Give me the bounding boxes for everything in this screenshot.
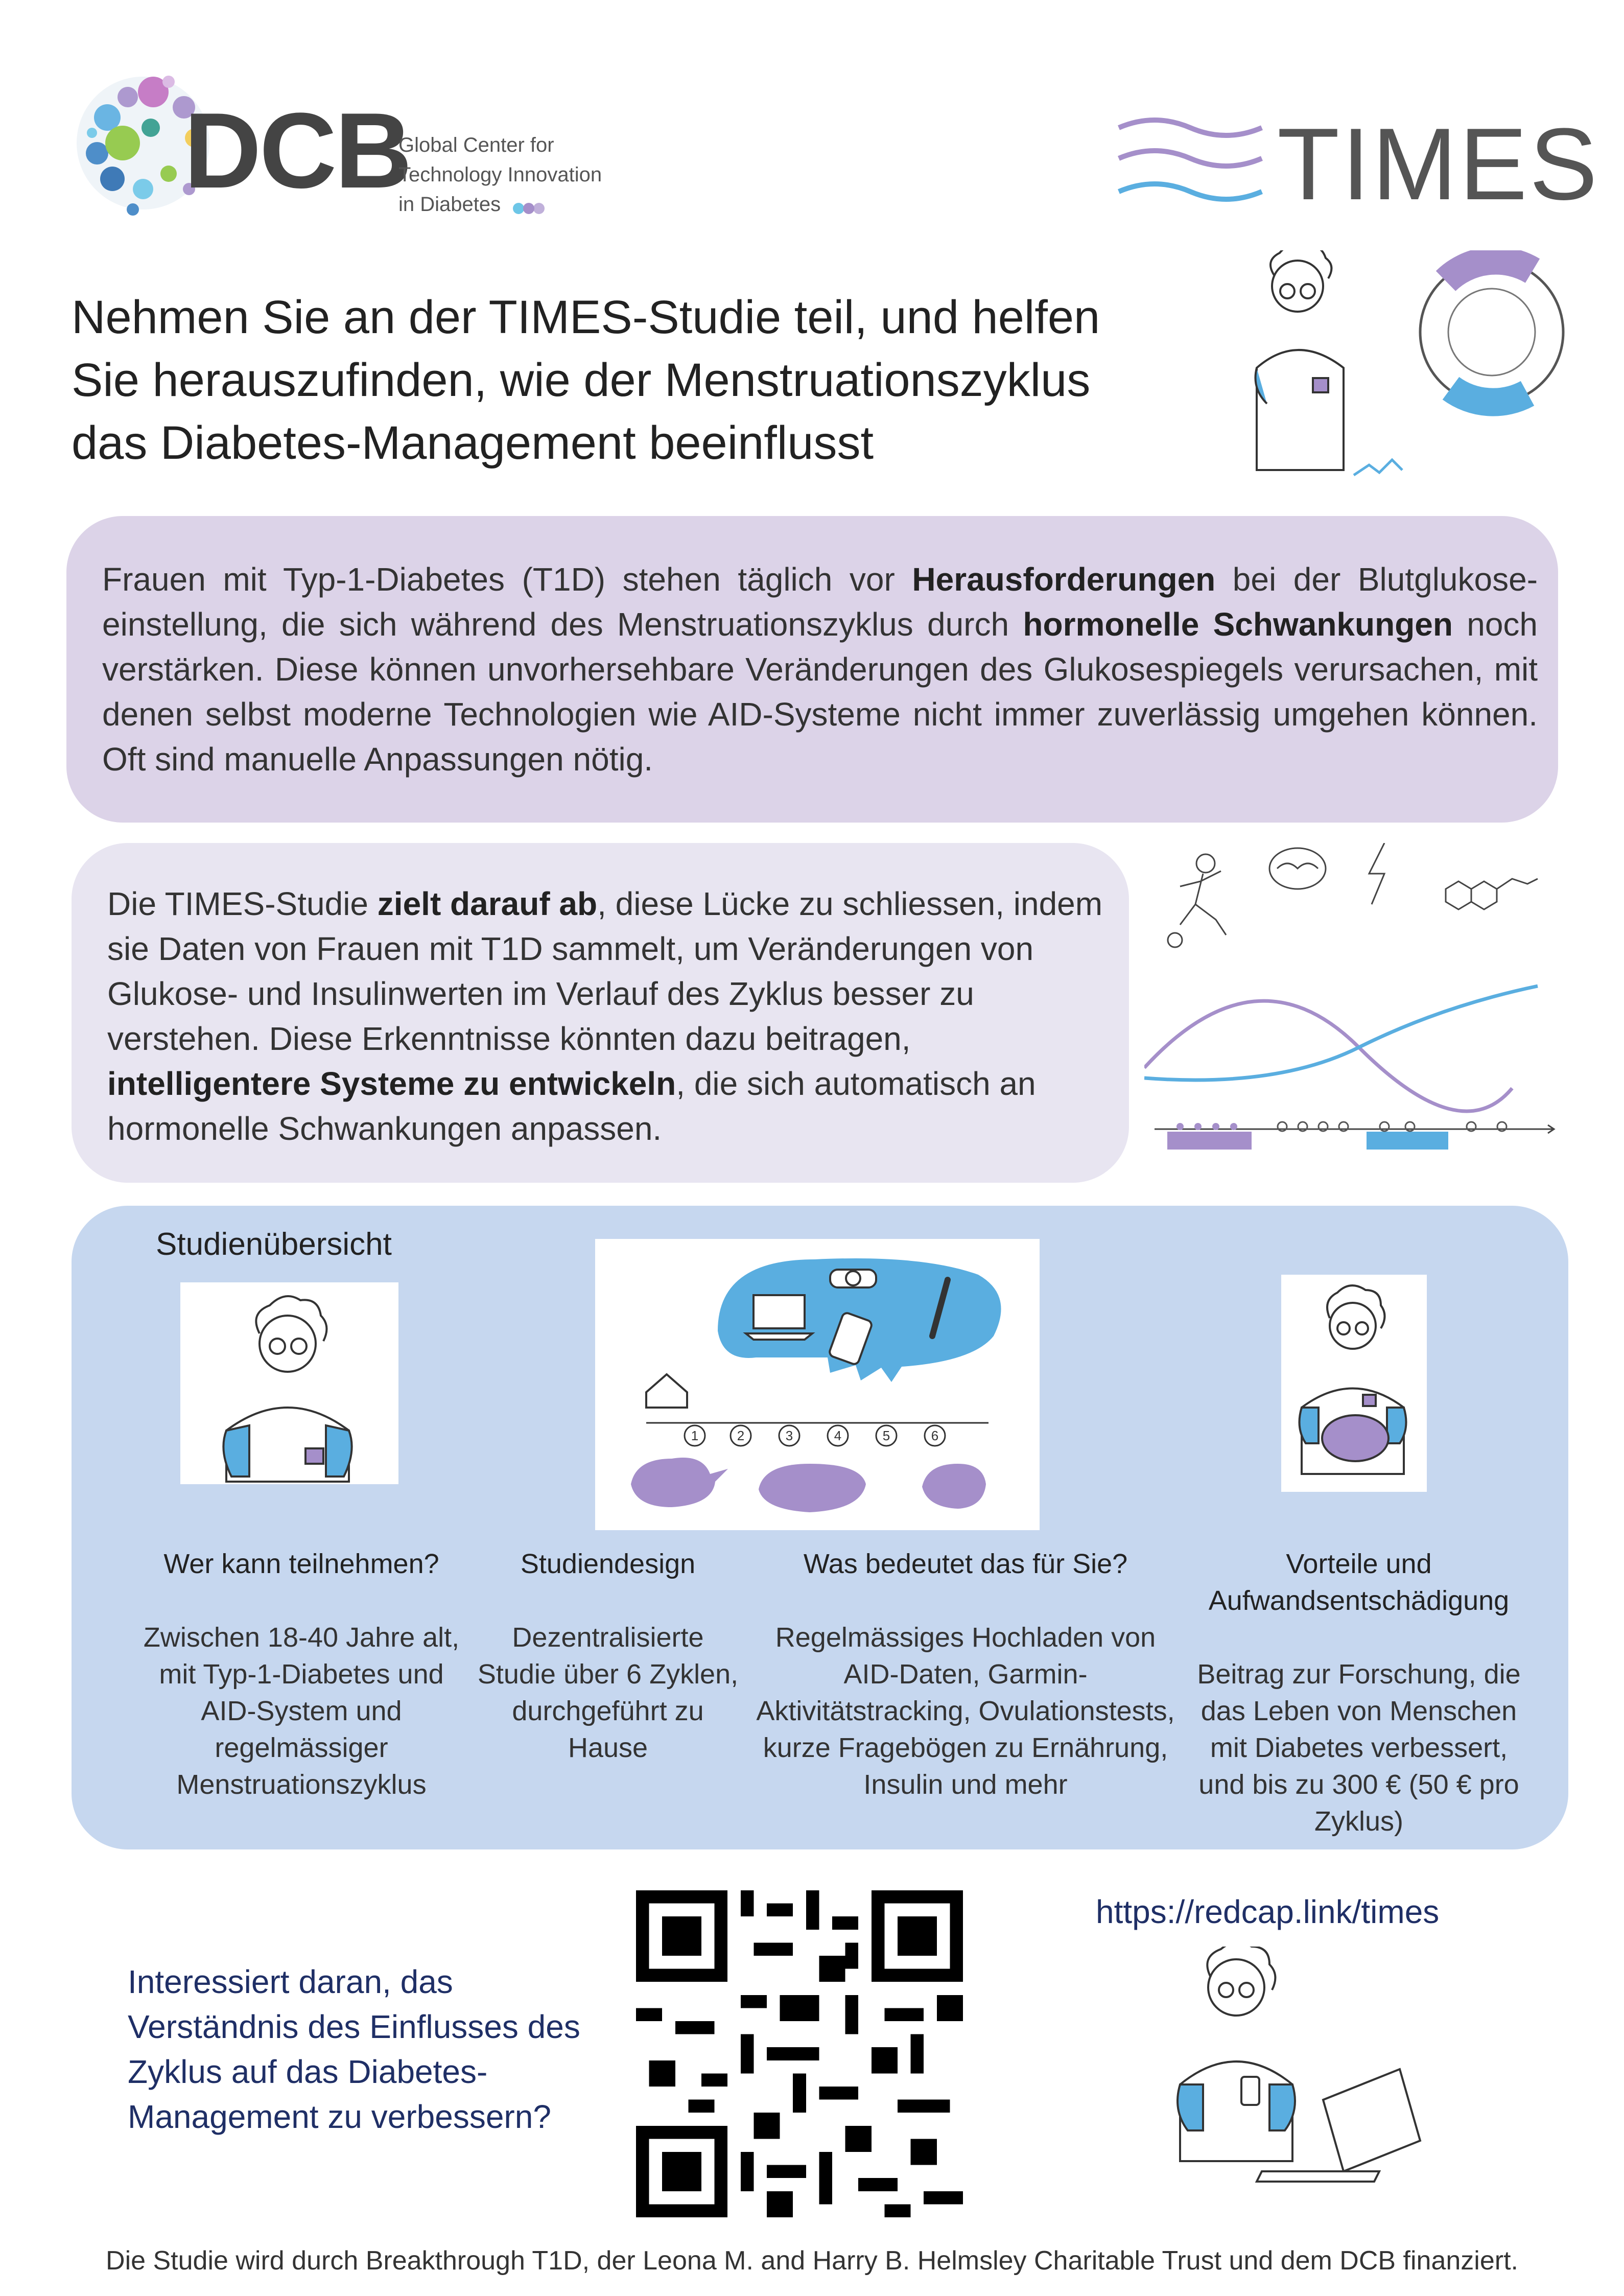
timeline-number: 1 (691, 1428, 699, 1443)
dcb-subtitle (398, 130, 602, 219)
benefits-card (1281, 1275, 1427, 1492)
title-line: Sie herauszufinden, wie der Menstruationszyklus (72, 354, 1091, 406)
hormone-curves (1144, 986, 1538, 1111)
challenges-text (102, 557, 1538, 782)
cycle-wheel-icon (1420, 261, 1563, 404)
dcb-subtitle-line: in Diabetes (398, 193, 501, 216)
overview-column-design (470, 1545, 746, 1766)
piggy-bank-icon (1281, 1275, 1427, 1492)
times-logo-text: TIMES (1277, 107, 1600, 221)
text-segment: noch verstärken. Diese können unvorhersehbare Veränderungen des Glukosespiegels verursachen, mit denen selbst moderne Technologien wie AID-Systeme nicht immer zuverlässig umgehen können. Oft sind manuelle Anpassungen nötig. (102, 606, 1538, 778)
qr-code[interactable] (636, 1890, 963, 2217)
highlight-challenges: Herausforderungen (912, 561, 1216, 598)
study-timeline-illustration (595, 1239, 1040, 1530)
column-heading: Studiendesign (520, 1549, 696, 1579)
overview-column-benefits (1190, 1545, 1527, 1840)
highlight-hormonal: hormonelle Schwankungen (1023, 606, 1453, 643)
column-text: Zwischen 18-40 Jahre alt, mit Typ-1-Diabetes und AID-System und regelmässiger Menstruationszyklus (143, 1622, 460, 1800)
overview-column-meaning (746, 1545, 1185, 1803)
timeline-number: 5 (882, 1428, 890, 1443)
text-segment: Frauen mit Typ-1-Diabetes (T1D) stehen täglich vor (102, 561, 912, 598)
overview-title: Studienübersicht (156, 1227, 392, 1262)
column-text: Beitrag zur Forschung, die das Leben von Menschen mit Diabetes verbessert, und bis zu 300 € (50 € pro Zyklus) (1197, 1659, 1521, 1837)
house-icon (646, 1374, 687, 1408)
participant-card (180, 1282, 398, 1484)
page-title (72, 286, 1246, 475)
dcb-subtitle-line: Technology Innovation (398, 163, 602, 186)
study-goal-panel (72, 843, 1129, 1183)
funding-footer: Die Studie wird durch Breakthrough T1D, der Leona M. and Harry B. Helmsley Charitable Trust und dem DCB finanziert. (106, 2246, 1518, 2276)
study-goal-text (107, 881, 1109, 1151)
dcb-logo-text: DCB (184, 90, 410, 210)
column-heading: Vorteile und Aufwandsentschädigung (1208, 1549, 1510, 1616)
timeline-number: 4 (834, 1428, 842, 1443)
timeline-markers (685, 1425, 945, 1446)
timeline-number: 3 (785, 1428, 793, 1443)
timeline-number: 6 (931, 1428, 939, 1443)
call-to-action-text: Interessiert daran, das Verständnis des Einflusses des Zyklus auf das Diabetes-Management zu verbessern? (128, 1963, 580, 2135)
watch-icon (830, 1270, 876, 1287)
dcb-subtitle-line: Global Center for (398, 134, 554, 156)
lightning-icon (1369, 843, 1384, 904)
title-line: Nehmen Sie an der TIMES-Studie teil, und helfen (72, 291, 1100, 343)
hormone-cycle-illustration (1144, 843, 1563, 1160)
highlight-aim: zielt darauf ab (377, 885, 598, 922)
column-heading: Was bedeutet das für Sie? (803, 1549, 1128, 1579)
column-heading: Wer kann teilnehmen? (163, 1549, 439, 1579)
study-link[interactable]: https://redcap.link/times (1096, 1893, 1440, 1930)
text-segment: , diese Lücke zu schliessen, indem sie Daten von Frauen mit T1D sammelt, um Veränderungen von Glukose- und Insulinwerten im Verlauf des Zyklus besser zu verstehen. Diese Erkenntnisse könnten dazu beitragen, (107, 885, 1103, 1057)
overview-column-participation (138, 1545, 465, 1803)
highlight-systems: intelligentere Systeme zu entwickeln (107, 1065, 676, 1102)
soccer-player-icon (1168, 854, 1226, 947)
text-segment: bei der Blutglukose-einstellung, die sich während des Menstruationszyklus durch (102, 561, 1538, 643)
woman-illustration (180, 1282, 398, 1484)
challenges-panel (66, 516, 1558, 823)
laptop-icon (746, 1295, 812, 1340)
woman-laptop-illustration (1170, 1947, 1435, 2202)
text-segment: Die TIMES-Studie (107, 885, 378, 922)
column-text: Regelmässiges Hochladen von AID-Daten, Garmin-Aktivitätstracking, Ovulationstests, kurze Fragebögen zu Ernährung, Insulin und mehr (756, 1622, 1175, 1800)
title-line: das Diabetes-Management beeinflusst (72, 417, 874, 469)
woman-cycle-illustration (1226, 250, 1573, 496)
molecule-icon (1446, 879, 1538, 909)
woman-illustration (1256, 250, 1344, 470)
study-design-card (595, 1239, 1040, 1530)
text-segment: , die sich automatisch an hormonelle Schwankungen anpassen. (107, 1065, 1036, 1147)
timeline-number: 2 (737, 1428, 745, 1443)
brain-icon (1269, 848, 1326, 889)
column-text: Dezentralisierte Studie über 6 Zyklen, durchgeführt zu Hause (477, 1622, 739, 1763)
